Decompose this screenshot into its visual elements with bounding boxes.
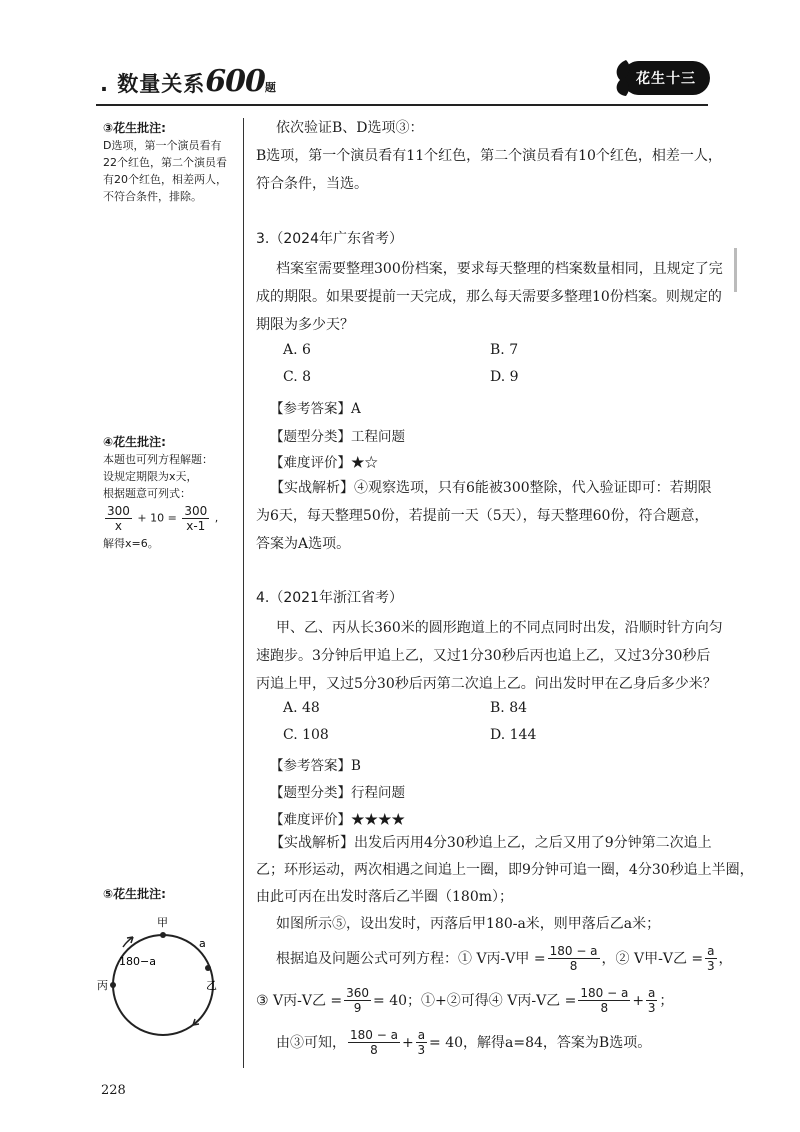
q3-analysis: 【实战解析】④观察选项，只有6能被300整除，代入验证即可：若期限 [270,480,712,496]
question-4-title: 4.（2021年浙江省考） [256,590,403,606]
equation-text: = 40；①+②可得④ V丙-V乙 = [373,992,577,1009]
q3-category: 【题型分类】工程问题 [270,429,405,445]
peanut-icon [610,58,632,98]
side-note-5 [103,886,239,903]
column-divider [243,118,244,1068]
label-yi: 乙 [206,979,217,992]
q4-category: 【题型分类】行程问题 [270,785,405,801]
q4-equation-2 [256,986,673,1015]
side-note-3-line: 不符合条件，排除。 [103,190,202,203]
equation-text: 由③可知， [276,1034,346,1051]
book-title-prefix: . 数量关系 [100,72,206,96]
brand-name: 花生十三 [622,61,710,95]
question-4-stem: 丙追上甲，又过5分30秒后丙第二次追上乙。问出发时甲在乙身后多少米？ [256,676,717,692]
equation-text: 根据追及问题公式可列方程：① V丙-V甲 = [276,950,546,967]
track-diagram [95,905,235,1055]
equation-text: ， [718,950,733,967]
question-3-stem: 档案室需要整理300份档案，要求每天整理的档案数量相同，且规定了完 [276,261,723,277]
q4-option-b: B. 84 [490,700,528,716]
equation-text: + [401,1034,414,1051]
equation-text: , [214,511,219,525]
fraction: $\frac{360}{9}$ [346,986,370,1015]
q4-figure-line: 如图所示⑤，设出发时，丙落后甲180-a米，则甲落后乙a米； [276,916,661,932]
q4-option-a: A. 48 [283,700,320,716]
point-yi [205,965,211,971]
side-note-3-line: 有20个红色，相差两人， [103,173,227,186]
equation-text: + 10 = [137,511,177,525]
fraction: $\frac{180 - a}{8}$ [580,986,629,1015]
fraction: $\frac{180 - a}{8}$ [549,944,598,973]
scan-mark [734,248,737,292]
book-title-suffix: 题 [264,81,277,94]
side-note-3 [103,120,239,205]
verify-b-line: 符合条件，当选。 [256,176,368,192]
question-4-stem: 甲、乙、丙从长360米的圆形跑道上的不同点同时出发，沿顺时针方向匀 [276,620,723,636]
verify-b-line: B选项，第一个演员看有11个红色，第二个演员看有10个红色，相差一人， [256,148,722,164]
side-note-3-line: 22个红色，第二个演员看 [103,156,227,169]
equation-text: ，② V甲-V乙 = [601,950,704,967]
point-jia [160,932,166,938]
fraction: $\frac{a}{3}$ [707,944,715,973]
side-note-3-title: ③花生批注: [103,121,166,135]
verify-line: 依次验证B、D选项③： [276,120,424,136]
equation-text: = 40，解得a=84，答案为B选项。 [429,1034,652,1051]
fraction: $\frac{a}{3}$ [647,986,656,1015]
question-3-title: 3.（2024年广东省考） [256,231,403,247]
q4-option-d: D. 144 [490,727,537,743]
q4-analysis: 【实战解析】出发后丙用4分30秒追上乙，之后又用了9分钟第二次追上 [270,835,712,851]
q3-option-b: B. 7 [490,342,519,358]
side-note-4 [103,434,239,552]
equation-text: + [632,992,645,1009]
q3-analysis: 为6天，每天整理50份，若提前一天（5天），每天整理60份，符合题意， [256,508,709,524]
q4-equation-1 [276,944,733,973]
side-note-4-result: 解得x=6。 [103,537,159,550]
side-note-4-title: ④花生批注: [103,435,166,449]
q4-answer: 【参考答案】B [270,758,361,774]
fraction: $\frac{300}{x}$ [107,504,130,533]
q3-option-d: D. 9 [490,369,519,385]
side-note-4-line: 设规定期限为x天， [103,470,198,483]
q4-difficulty: 【难度评价】★★★★ [270,812,405,828]
q3-difficulty: 【难度评价】★☆ [270,455,378,471]
side-note-5-title: ⑤花生批注: [103,887,166,901]
label-bing: 丙 [97,979,108,992]
q3-analysis: 答案为A选项。 [256,536,351,552]
q4-equation-3 [276,1028,651,1057]
label-180-a: 180−a [119,955,156,968]
side-note-4-line: 根据题意可列式： [103,487,191,500]
page-number: 228 [101,1083,126,1098]
fraction: $\frac{a}{3}$ [417,1028,426,1057]
book-title-number: 600 [205,64,265,99]
question-3-stem: 期限为多少天？ [256,317,354,333]
q4-analysis: 由此可丙在出发时落后乙半圈（180m）； [256,889,513,905]
fraction: $\frac{300}{x-1}$ [184,504,208,533]
side-note-4-equation [103,504,239,533]
q3-answer: 【参考答案】A [270,401,361,417]
side-note-3-line: D选项，第一个演员看有 [103,139,222,152]
q4-analysis: 乙；环形运动，两次相遇之间追上一圈，即9分钟可追一圈，4分30秒追上半圈， [256,862,754,878]
book-title [100,64,277,99]
header-rule [96,104,708,106]
fraction: $\frac{180 - a}{8}$ [350,1028,398,1057]
side-note-4-line: 本题也可列方程解题： [103,453,213,466]
q3-option-c: C. 8 [283,369,312,385]
label-a: a [199,937,206,950]
equation-text: ； [659,992,674,1009]
brand-logo [610,58,710,98]
q4-option-c: C. 108 [283,727,329,743]
point-bing [110,982,116,988]
equation-text: ③ V丙-V乙 = [256,992,343,1009]
q3-option-a: A. 6 [283,342,311,358]
label-jia: 甲 [157,916,168,929]
question-3-stem: 成的期限。如果要提前一天完成，那么每天需要多整理10份档案。则规定的 [256,289,722,305]
question-4-stem: 速跑步。3分钟后甲追上乙，又过1分30秒后丙也追上乙，又过3分30秒后 [256,648,711,664]
